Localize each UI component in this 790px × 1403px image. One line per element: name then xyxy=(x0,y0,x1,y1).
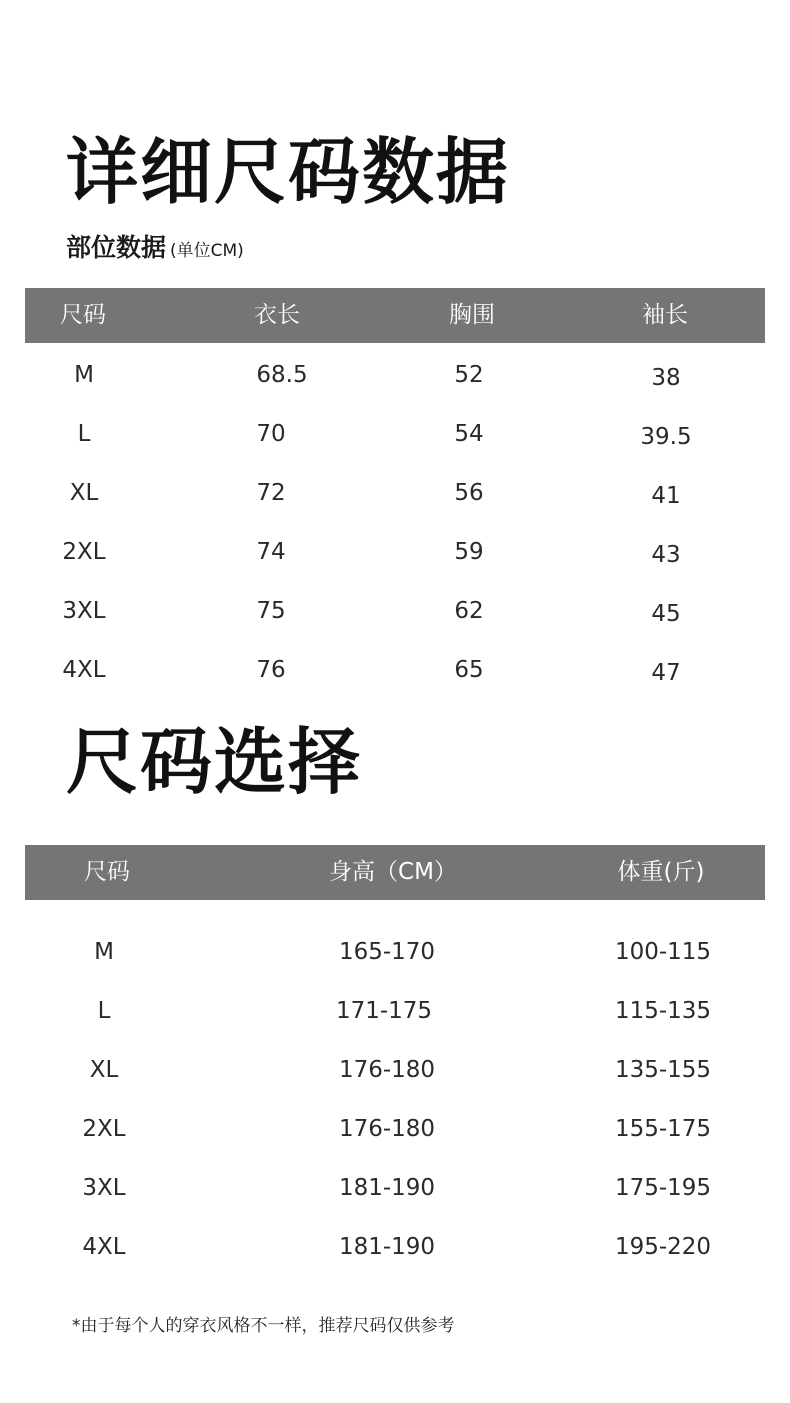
unit-label: (单位CM) xyxy=(170,241,244,261)
cell-height: 171-175 xyxy=(335,998,433,1024)
cell-size: XL xyxy=(69,480,99,506)
cell-size: 2XL xyxy=(82,1116,126,1142)
cell-chest: 65 xyxy=(454,657,484,683)
footnote: *由于每个人的穿衣风格不一样，推荐尺码仅供参考 xyxy=(72,1316,455,1336)
header-weight: 体重(斤) xyxy=(617,859,705,885)
cell-weight: 135-155 xyxy=(614,1057,712,1083)
cell-size: XL xyxy=(89,1057,119,1083)
cell-height: 165-170 xyxy=(338,939,436,965)
cell-length: 76 xyxy=(256,657,286,683)
cell-length: 72 xyxy=(256,480,286,506)
cell-length: 75 xyxy=(256,598,286,624)
cell-size: 4XL xyxy=(82,1234,126,1260)
cell-length: 74 xyxy=(256,539,286,565)
cell-sleeve: 45 xyxy=(651,601,681,627)
cell-size: 4XL xyxy=(62,657,106,683)
section2-title: 尺码选择 xyxy=(66,720,363,804)
cell-weight: 100-115 xyxy=(614,939,712,965)
cell-height: 181-190 xyxy=(338,1175,436,1201)
cell-sleeve: 47 xyxy=(651,660,681,686)
cell-chest: 59 xyxy=(454,539,484,565)
cell-size: M xyxy=(74,362,94,388)
header-chest: 胸围 xyxy=(449,302,495,328)
cell-sleeve: 43 xyxy=(651,542,681,568)
cell-chest: 52 xyxy=(454,362,484,388)
header-size: 尺码 xyxy=(84,859,130,885)
cell-weight: 195-220 xyxy=(614,1234,712,1260)
cell-size: 3XL xyxy=(62,598,106,624)
cell-chest: 62 xyxy=(454,598,484,624)
cell-length: 70 xyxy=(256,421,286,447)
header-sleeve: 袖长 xyxy=(642,302,688,328)
cell-sleeve: 38 xyxy=(651,365,681,391)
cell-size: 3XL xyxy=(82,1175,126,1201)
cell-sleeve: 41 xyxy=(651,483,681,509)
cell-sleeve: 39.5 xyxy=(640,424,692,450)
size-selection-table-header xyxy=(25,845,765,900)
cell-size: M xyxy=(94,939,114,965)
cell-chest: 54 xyxy=(454,421,484,447)
subtitle-text: 部位数据 xyxy=(66,233,167,262)
cell-chest: 56 xyxy=(454,480,484,506)
cell-size: L xyxy=(77,421,91,447)
cell-size: 2XL xyxy=(62,539,106,565)
cell-weight: 175-195 xyxy=(614,1175,712,1201)
cell-height: 181-190 xyxy=(338,1234,436,1260)
header-height: 身高（CM） xyxy=(329,859,457,885)
cell-height: 176-180 xyxy=(338,1057,436,1083)
cell-size: L xyxy=(97,998,111,1024)
cell-weight: 155-175 xyxy=(614,1116,712,1142)
header-size: 尺码 xyxy=(60,302,106,328)
cell-weight: 115-135 xyxy=(614,998,712,1024)
section1-title: 详细尺码数据 xyxy=(66,130,511,214)
section1-subtitle xyxy=(66,228,244,264)
measurement-table-header xyxy=(25,288,765,343)
cell-length: 68.5 xyxy=(256,362,308,388)
header-length: 衣长 xyxy=(254,302,300,328)
cell-height: 176-180 xyxy=(338,1116,436,1142)
